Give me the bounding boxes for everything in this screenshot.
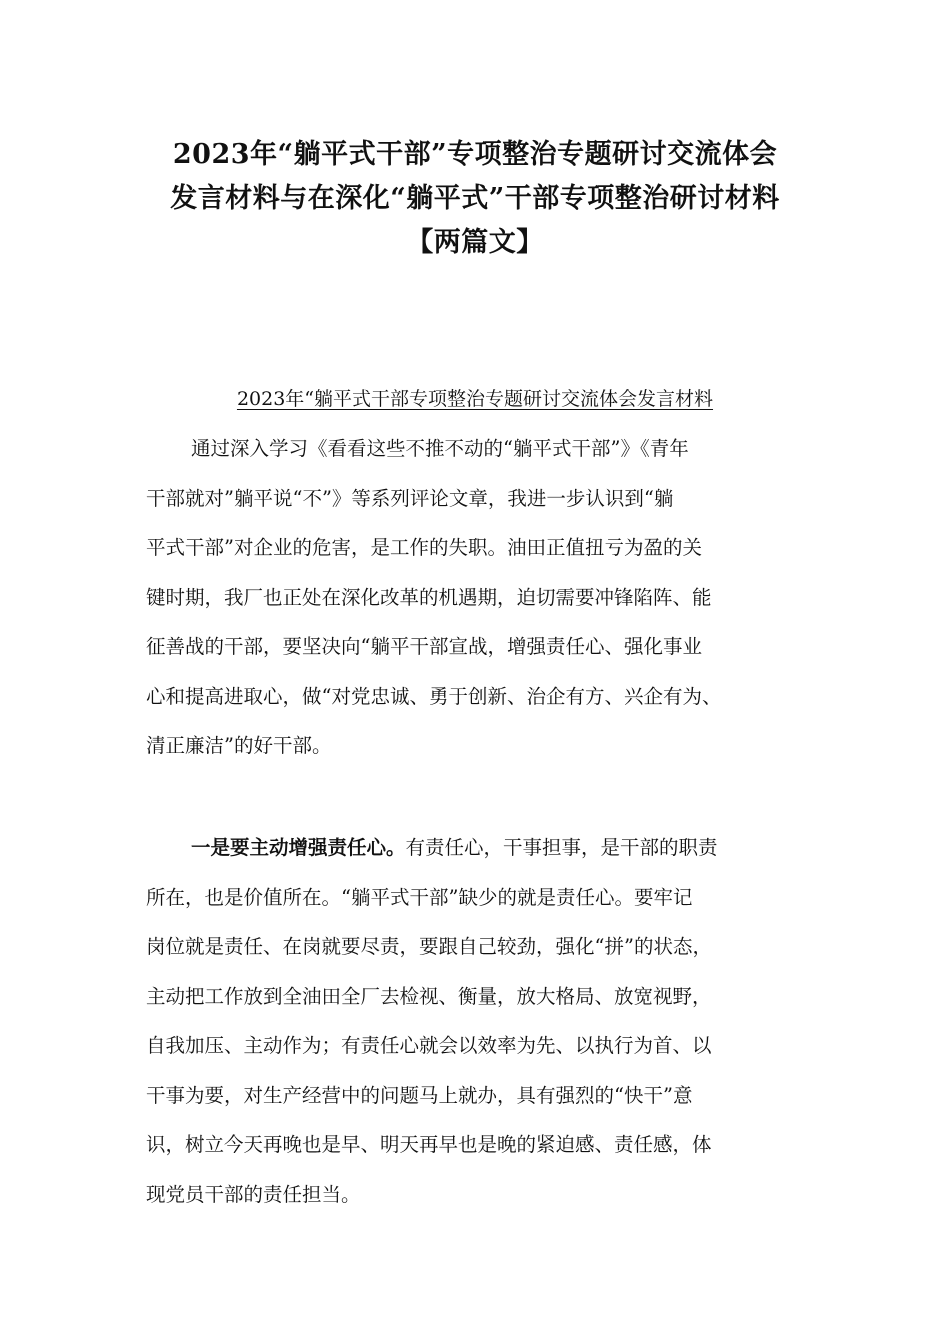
paragraph-1-line: 键时期，我厂也正处在深化改革的机遇期，迫切需要冲锋陷阵、能 [146, 585, 712, 609]
paragraph-2-line: 干事为要，对生产经营中的问题马上就办，具有强烈的“快干”意 [146, 1083, 693, 1107]
title-line-2: 发言材料与在深化“躺平式”干部专项整治研讨材料 [170, 183, 780, 214]
paragraph-2-first-line [146, 823, 846, 873]
paragraph-1-line: 干部就对”躺平说“不”》等系列评论文章，我进一步认识到“躺 [146, 486, 674, 510]
title-line-3: 【两篇文】 [406, 227, 544, 258]
paragraph-2 [146, 823, 846, 1219]
paragraph-1-line: 通过深入学习《看看这些不推不动的“躺平式干部”》《青年 [191, 437, 689, 460]
paragraph-2-first-line-text: 有责任心，干事担事，是干部的职责 [405, 836, 718, 859]
section-subtitle: 2023年“躺平式干部专项整治专题研讨交流体会发言材料 [236, 388, 714, 410]
paragraph-2-line: 现党员干部的责任担当。 [146, 1182, 361, 1206]
paragraph-1-line: 心和提高进取心，做“对党忠诚、勇于创新、治企有方、兴企有为、 [146, 684, 722, 708]
paragraph-2-line: 识，树立今天再晚也是早、明天再早也是晚的紧迫感、责任感，体 [146, 1133, 712, 1156]
paragraph-1-line: 清正廉洁”的好干部。 [146, 734, 332, 757]
paragraph-1-line: 征善战的干部，要坚决向“躺平干部宣战，增强责任心、强化事业 [146, 635, 702, 658]
paragraph-2-line: 所在，也是价值所在。“躺平式干部”缺少的就是责任心。要牢记 [146, 885, 693, 909]
paragraph-2-line: 自我加压、主动作为；有责任心就会以效率为先、以执行为首、以 [146, 1034, 712, 1057]
paragraph-1 [146, 424, 846, 771]
paragraph-2-line: 岗位就是责任、在岗就要尽责，要跟自己较劲，强化“拼”的状态， [146, 935, 712, 958]
paragraph-2-line: 主动把工作放到全油田全厂去检视、衡量，放大格局、放宽视野， [146, 984, 712, 1008]
title-line-1: 2023年“躺平式干部”专项整治专题研讨交流体会 [172, 139, 778, 170]
paragraph-1-line: 平式干部”对企业的危害，是工作的失职。油田正值扭亏为盈的关 [146, 536, 702, 559]
paragraph-2-heading: 一是要主动增强责任心。 [191, 836, 406, 859]
document-title [100, 133, 850, 265]
